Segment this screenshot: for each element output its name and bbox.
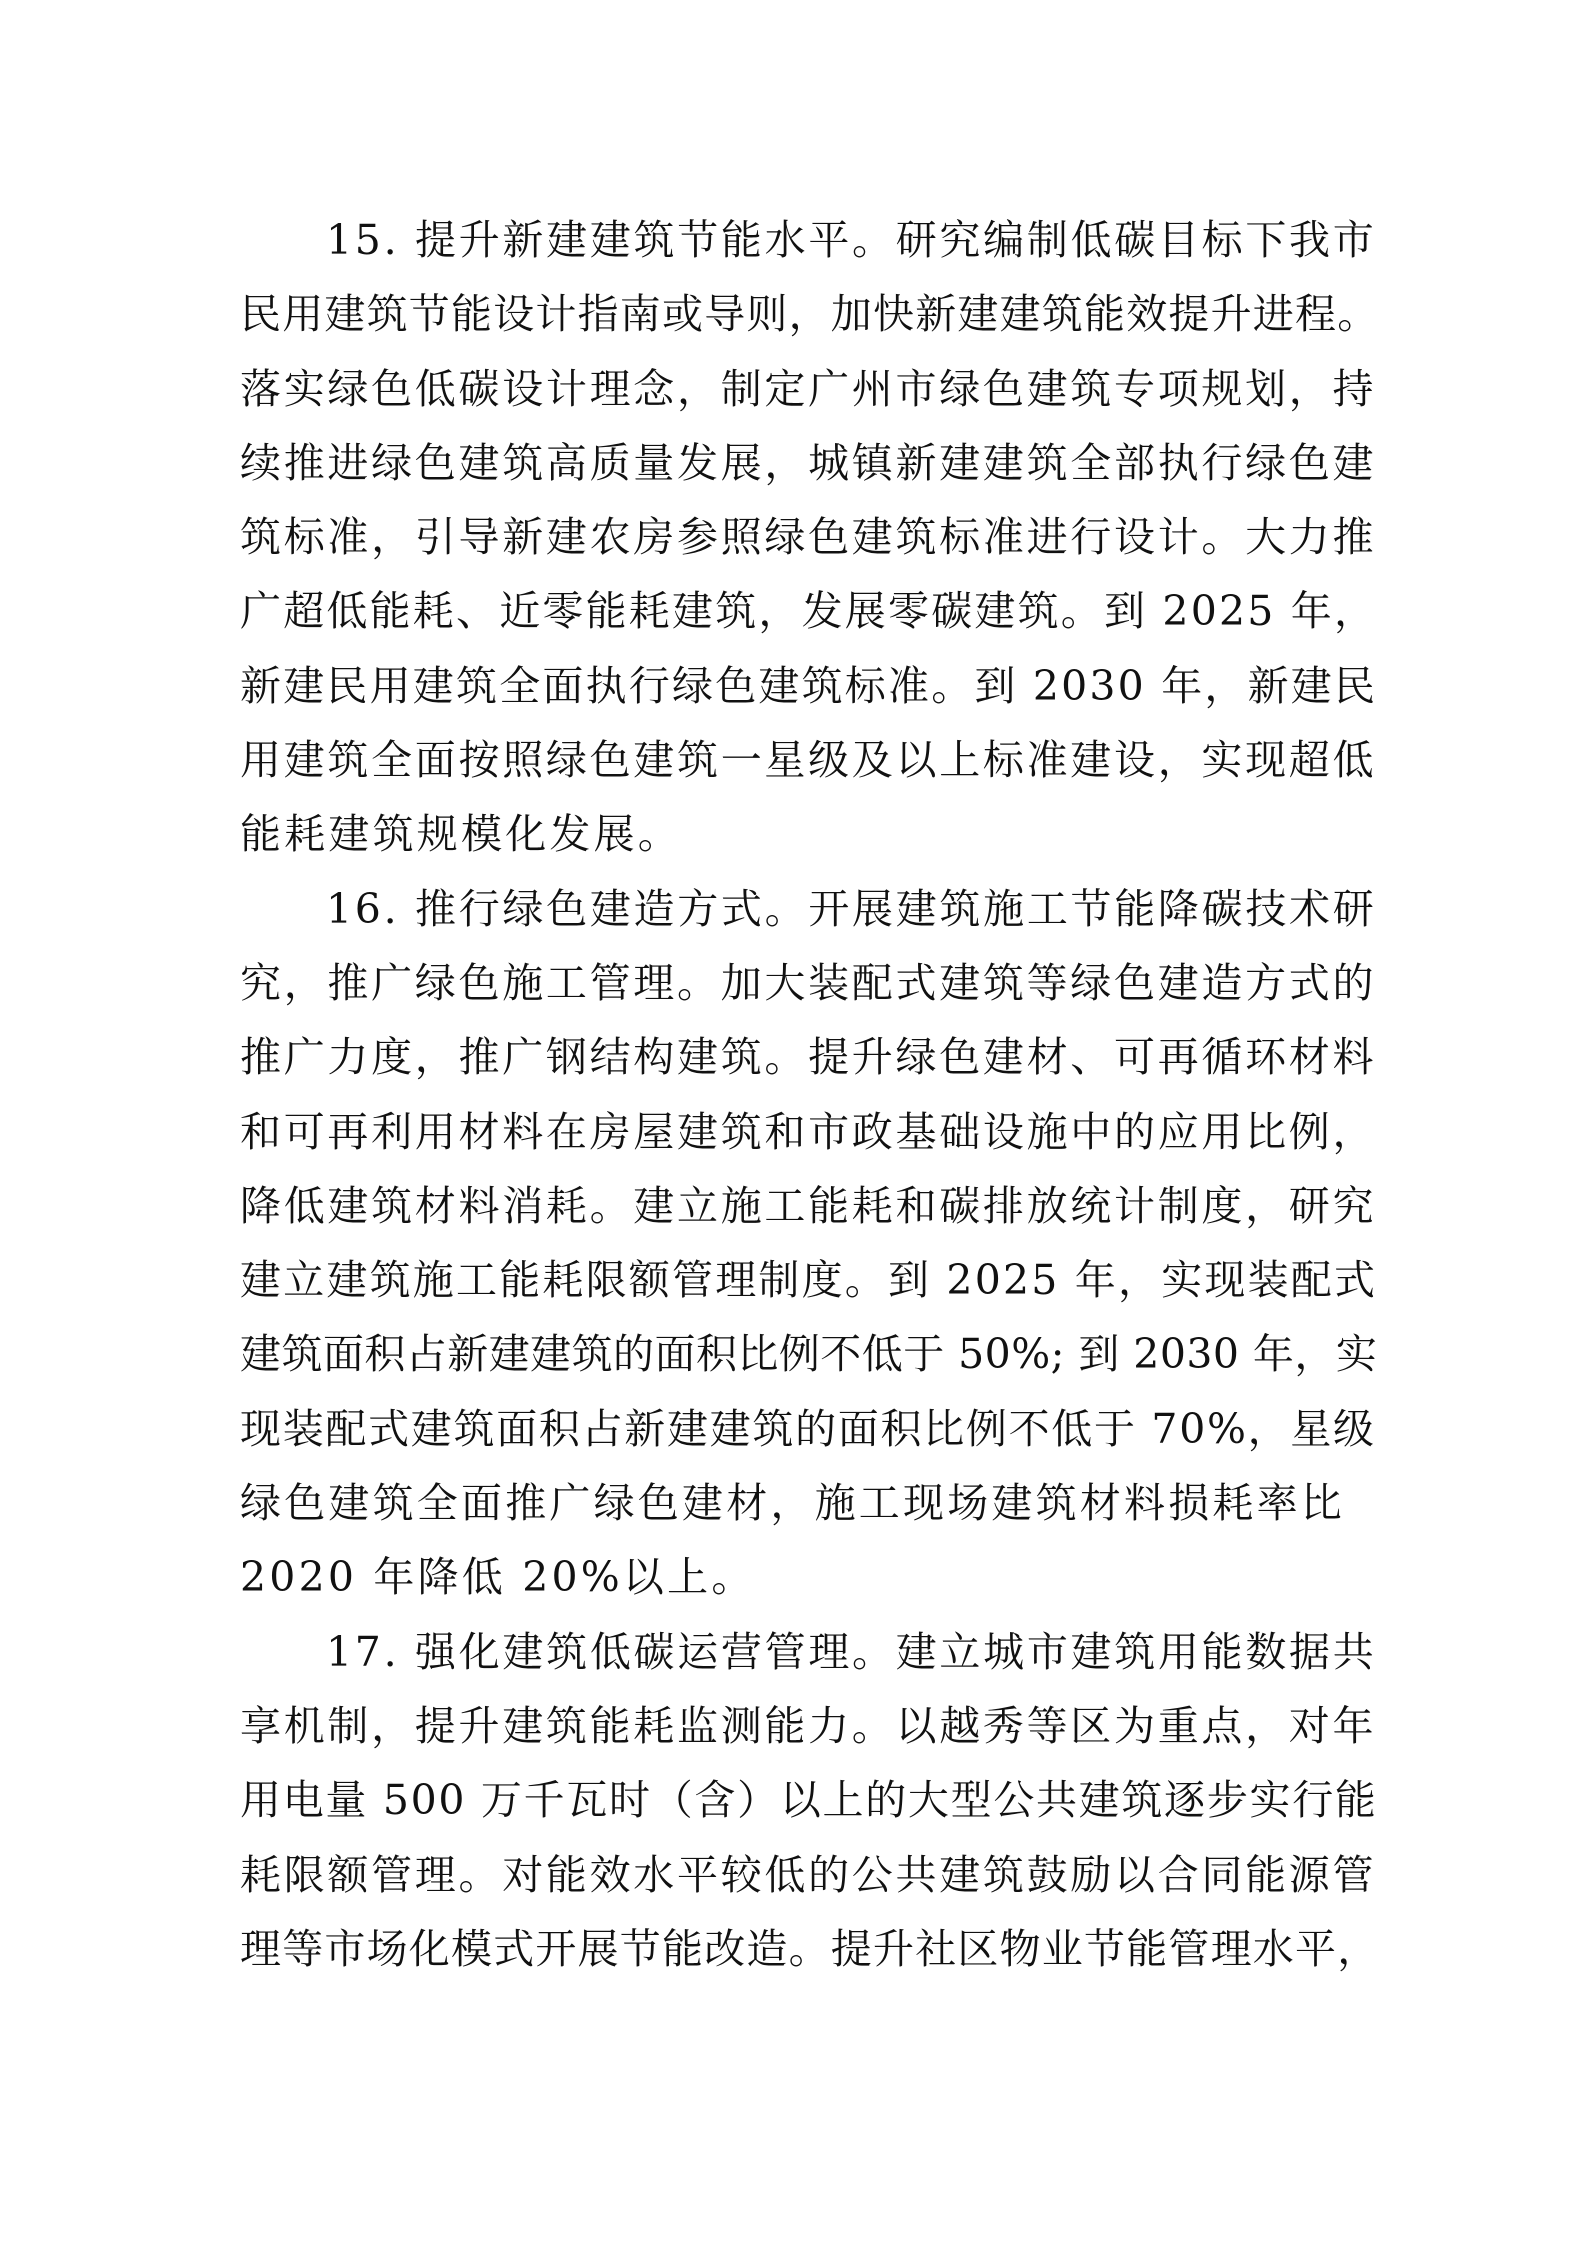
text-line: 耗限额管理。对能效水平较低的公共建筑鼓励以合同能源管 bbox=[240, 1850, 1377, 1899]
paragraph-first-line: 16. 推行绿色建造方式。开展建筑施工节能降碳技术研 bbox=[326, 884, 1377, 933]
text-line: 绿色建筑全面推广绿色建材，施工现场建筑材料损耗率比 bbox=[240, 1479, 1345, 1528]
text-line: 民用建筑节能设计指南或导则，加快新建建筑能效提升进程。 bbox=[240, 290, 1380, 339]
text-line: 建筑面积占新建建筑的面积比例不低于 50%; 到 2030 年，实 bbox=[240, 1330, 1378, 1379]
text-line: 理等市场化模式开展节能改造。提升社区物业节能管理水平， bbox=[240, 1924, 1380, 1973]
body-text bbox=[240, 203, 1380, 1986]
text-line: 新建民用建筑全面执行绿色建筑标准。到 2030 年，新建民 bbox=[240, 661, 1378, 710]
text-line: 2020 年降低 20%以上。 bbox=[240, 1553, 756, 1602]
text-line: 续推进绿色建筑高质量发展，城镇新建建筑全部执行绿色建 bbox=[240, 438, 1377, 487]
text-line: 落实绿色低碳设计理念，制定广州市绿色建筑专项规划，持 bbox=[240, 364, 1377, 413]
text-line: 能耗建筑规模化发展。 bbox=[240, 810, 682, 859]
text-line: 享机制，提升建筑能耗监测能力。以越秀等区为重点，对年 bbox=[240, 1701, 1377, 1750]
paragraph-first-line: 17. 强化建筑低碳运营管理。建立城市建筑用能数据共 bbox=[326, 1627, 1377, 1676]
text-line: 筑标准，引导新建农房参照绿色建筑标准进行设计。大力推 bbox=[240, 513, 1377, 562]
text-line: 建立建筑施工能耗限额管理制度。到 2025 年，实现装配式 bbox=[240, 1256, 1378, 1305]
text-line: 现装配式建筑面积占新建建筑的面积比例不低于 70%，星级 bbox=[240, 1404, 1376, 1453]
text-line: 推广力度，推广钢结构建筑。提升绿色建材、可再循环材料 bbox=[240, 1033, 1377, 1082]
text-line: 广超低能耗、近零能耗建筑，发展零碳建筑。到 2025 年， bbox=[240, 587, 1378, 636]
text-line: 用电量 500 万千瓦时（含）以上的大型公共建筑逐步实行能 bbox=[240, 1776, 1378, 1825]
text-line: 和可再利用材料在房屋建筑和市政基础设施中的应用比例， bbox=[240, 1107, 1377, 1156]
text-line: 降低建筑材料消耗。建立施工能耗和碳排放统计制度，研究 bbox=[240, 1181, 1377, 1230]
text-line: 用建筑全面按照绿色建筑一星级及以上标准建设，实现超低 bbox=[240, 736, 1377, 785]
text-line: 究，推广绿色施工管理。加大装配式建筑等绿色建造方式的 bbox=[240, 958, 1377, 1007]
paragraph-first-line: 15. 提升新建建筑节能水平。研究编制低碳目标下我市 bbox=[326, 216, 1377, 264]
